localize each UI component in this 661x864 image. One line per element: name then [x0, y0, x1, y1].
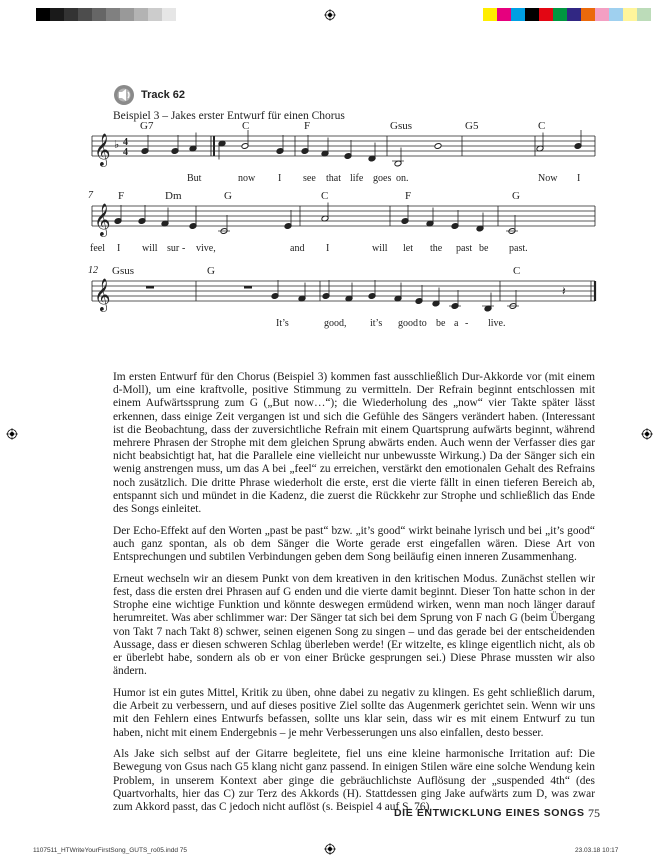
- lyric-syllable: be: [436, 318, 446, 329]
- note-head: [434, 143, 442, 150]
- flat-sign-icon: ♭: [114, 139, 120, 151]
- example-caption: Beispiel 3 – Jakes erster Entwurf für einen Chorus: [113, 110, 345, 122]
- chord-symbol: C: [538, 120, 546, 132]
- chord-symbol: F: [118, 190, 125, 202]
- lyric-syllable: goes: [373, 173, 392, 184]
- page-number: 75: [588, 806, 600, 820]
- paragraph: Humor ist ein gutes Mittel, Kritik zu üben, ohne dabei zu negativ zu klingen. Es geht schließlich darum, die Arbeit zu verbessern, und auf dieses positive Ziel sollte das Augenmerk gerichtet sein. Wenn wir uns mit den Fehlern eines Entwurfs befassen, sollte uns klar sein, dass wir es mit einem Entwurf zu tun haben, nicht mit einem Endergebnis – je mehr Verbesserungen uns also einfallen, desto besser.: [113, 686, 595, 739]
- measure-number: 12: [88, 265, 98, 276]
- lyric-syllable: past.: [509, 243, 528, 254]
- paragraph: Im ersten Entwurf für den Chorus (Beispiel 3) kommen fast ausschließlich Dur-Akkorde vor (mit einem d-Moll), um eine kraftvolle, positive Stimmung zu vermitteln. Der Refrain beginnt entschlossen mit einem Aufwärtssprung zum G („But now…“); die Wiederholung des „now“ vier Takte später lässt erkennen, dass einige Zeit vergangen ist und sich die Gefühle des Sängers verändert haben. (Interessant ist die Beobachtung, dass der zuversichtliche Refrain mit einem Quartsprung aufwärts beginnt, während mehrere Phrasen der Strophe mit dem gleichen Sprung abwärts enden. Auch wenn der Verfasser dies gar nicht beabsichtigt hat, hat die Parallele eine vielleicht nur unbewusste Wirkung.) Da der Sänger sich ein wenig anstrengen muss, um das A bei „feel“ zu erreichen, verstärkt den emotionalen Gehalt des Refrains noch zusätzlich. Die dritte Phrase wiederholt die erste, erst die vierte fällt in einen tieferen Bereich ab, entspannt sich und mündet in die Kadenz, die zuerst die Rückkehr zur Strophe und schließlich das Ende des Songs einleitet.: [113, 371, 595, 516]
- lyric-syllable: a: [454, 318, 459, 329]
- chord-symbol: C: [242, 120, 250, 132]
- lyric-syllable: the: [430, 243, 443, 254]
- registration-mark-left-icon: [6, 428, 18, 440]
- measure-number: 7: [88, 190, 93, 201]
- treble-clef-icon: 𝄞: [94, 133, 111, 166]
- chord-symbol: G: [224, 190, 232, 202]
- lyric-syllable: I: [326, 243, 330, 254]
- lyric-syllable: I: [117, 243, 121, 254]
- paragraph: Als Jake sich selbst auf der Gitarre begleitete, fiel uns eine kleine harmonische Irritation auf: Die Bewegung von Gsus nach G5 klang nicht ganz passend. In einigen Stilen wäre eine solche Wendung kein Problem, in unserem Kontext aber ginge die gebräuchlichste Auflösung der „suspended 4th“ (des Quartvorhalts, hier das C) zur Terz des Akkords (H). Stattdessen ging Jake aufwärts zum D, was zwar zum Akkord passt, das C jedoch nicht auflöst (s. Beispiel 4 auf S. 76).: [113, 748, 595, 814]
- quarter-rest-icon: 𝄽: [562, 284, 566, 298]
- track-label: Track 62: [141, 89, 186, 101]
- lyric-syllable: I: [278, 173, 282, 184]
- lyric-syllable: past: [456, 243, 473, 254]
- lyric-syllable: let: [403, 243, 413, 254]
- lyric-syllable: see: [303, 173, 316, 184]
- chord-symbol: G: [207, 265, 215, 277]
- print-slug-date: 23.03.18 10:17: [575, 847, 619, 854]
- lyric-syllable: I: [577, 173, 581, 184]
- chord-symbol: F: [304, 120, 311, 132]
- chapter-title: DIE ENTWICKLUNG EINES SONGS: [394, 807, 585, 819]
- lyric-syllable: on.: [396, 173, 409, 184]
- paragraph: Erneut wechseln wir an diesem Punkt von dem kreativen in den kritischen Modus. Zunächst stellen wir fest, dass die ersten drei Phrasen auf G enden und die vierte damit beginnt. Dieser Ton hatte schon in der Strophe eine wichtige Funktion und könnte deswegen ermüdend wirken, wenn man noch länger darauf herumreitet. Was aber schlimmer war: Der Sänger tat sich bei dem Sprung von F nach G (beim Übergang von Takt 7 nach Takt 8) schwer, seinen eigenen Song zu singen – und das gerade bei der entscheidenden Aussage, dass er diesen schweren Schlag überleben werde! (Er witzelte, es klinge eigentlich nicht, als ob er überlebt habe, sondern als ob er von einer Brücke gesprungen sei.) Diese Phrase mussten wir also ändern.: [113, 572, 595, 678]
- treble-clef-icon: 𝄞: [94, 203, 111, 236]
- paragraph: Der Echo-Effekt auf den Worten „past be past“ bzw. „it’s good“ wirkt beinahe lyrisch und bei „it’s good“ auch ganz spontan, als ob dem Sänger die Worte gerade erst eingefallen wären. Diese Art von Entsprechungen und subtilen Verbindungen geben dem Song beiläufig einen inneren Zusammenhang.: [113, 524, 595, 564]
- chord-symbol: G5: [465, 120, 479, 132]
- chord-symbol: Dm: [165, 190, 182, 202]
- lyric-syllable: feel: [90, 243, 105, 254]
- chord-symbol: C: [321, 190, 329, 202]
- music-system: [88, 265, 595, 329]
- lyric-syllable: -: [182, 243, 186, 254]
- time-signature-bottom-icon: 4: [123, 147, 128, 158]
- registration-mark-right-icon: [641, 428, 653, 440]
- lyric-syllable: good,: [324, 318, 347, 329]
- lyric-syllable: sur: [167, 243, 180, 254]
- lyric-syllable: that: [326, 173, 341, 184]
- music-system: [92, 120, 595, 184]
- lyric-syllable: be: [479, 243, 489, 254]
- chord-symbol: Gsus: [390, 120, 413, 132]
- whole-rest-icon: [244, 286, 252, 289]
- body-text: [113, 371, 595, 823]
- time-signature-top-icon: 4: [123, 137, 128, 148]
- lyric-syllable: will: [372, 243, 388, 254]
- registration-mark-bottom-icon: [324, 843, 336, 855]
- lyric-syllable: live.: [488, 318, 506, 329]
- treble-clef-icon: 𝄞: [94, 278, 111, 311]
- chord-symbol: Gsus: [112, 265, 135, 277]
- chord-symbol: C: [513, 265, 521, 277]
- lyric-syllable: -: [465, 318, 469, 329]
- lyric-syllable: it’s: [370, 318, 383, 329]
- lyric-syllable: vive,: [196, 243, 216, 254]
- lyric-syllable: will: [142, 243, 158, 254]
- print-slug-file: 1107511_HTWriteYourFirstSong_GUTS_ro05.indd 75: [33, 847, 188, 854]
- sheet-music: [0, 0, 661, 350]
- whole-rest-icon: [146, 286, 154, 289]
- lyric-syllable: and: [290, 243, 305, 254]
- lyric-syllable: But: [187, 173, 202, 184]
- lyric-syllable: Now: [538, 173, 558, 184]
- lyric-syllable: It’s: [276, 318, 289, 329]
- lyric-syllable: good: [398, 318, 418, 329]
- chord-symbol: G: [512, 190, 520, 202]
- chord-symbol: F: [405, 190, 412, 202]
- lyric-syllable: to: [419, 318, 427, 329]
- music-system: [88, 190, 595, 254]
- lyric-syllable: life: [350, 173, 364, 184]
- lyric-syllable: now: [238, 173, 256, 184]
- chord-symbol: G7: [140, 120, 154, 132]
